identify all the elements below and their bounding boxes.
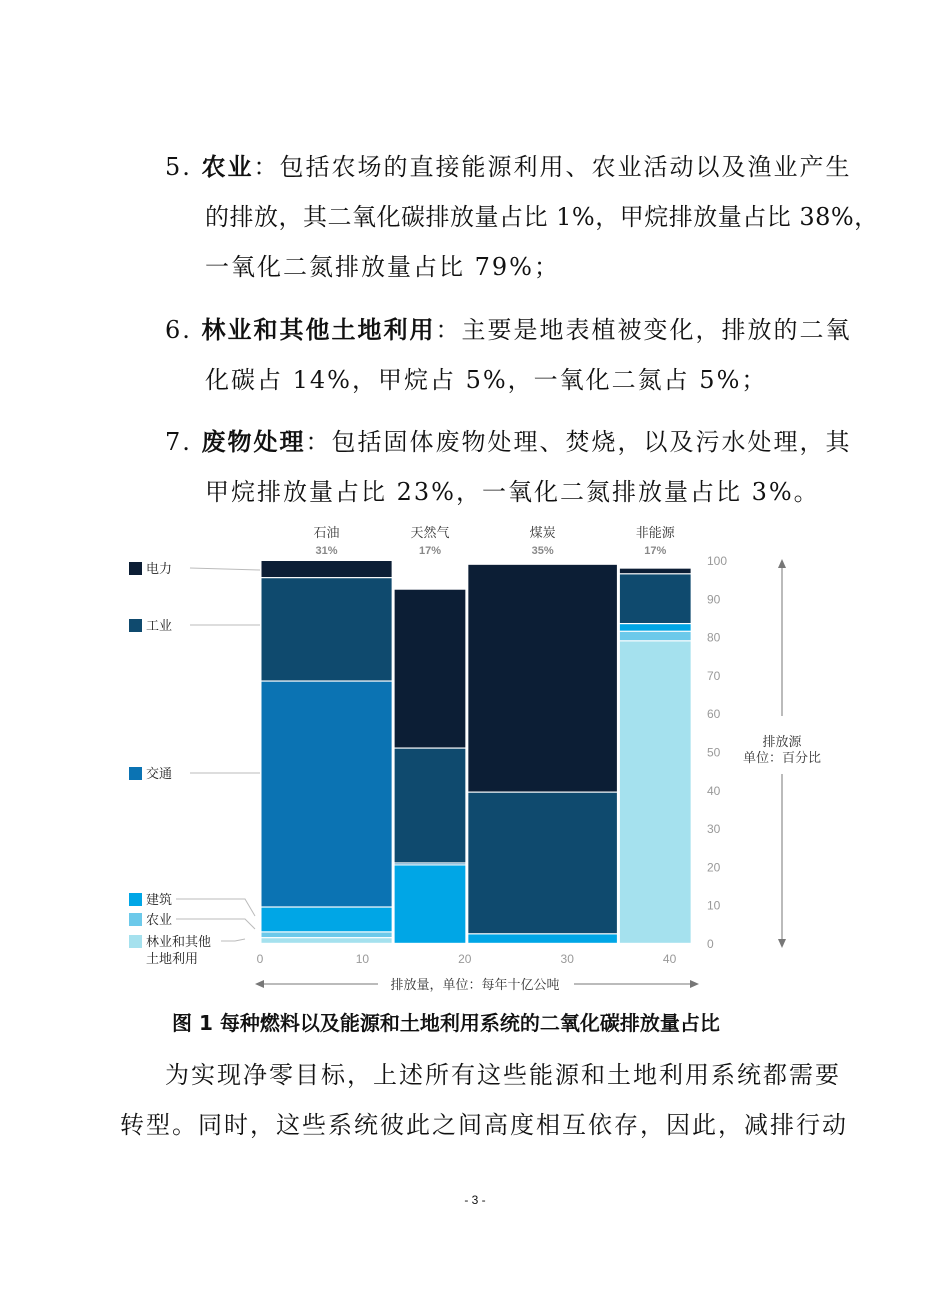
x-tick-label: 30 — [560, 952, 574, 966]
bar-segment — [395, 865, 466, 942]
y-tick-label: 50 — [707, 745, 721, 760]
chart-bars — [262, 561, 691, 943]
x-axis-label: 排放量，单位：每年十亿公吨 — [390, 978, 560, 993]
legend-swatch — [129, 619, 142, 632]
y-tick-label: 70 — [707, 668, 721, 683]
page-number: - 3 - — [464, 1193, 486, 1207]
legend-connector — [190, 568, 260, 570]
y-tick-label: 30 — [707, 822, 721, 837]
item-5-line2: 的排放，其二氧化碳排放量占比 1%，甲烷排放量占比 38%， — [205, 203, 879, 231]
bar-segment — [262, 933, 392, 938]
bar-segment — [262, 908, 392, 932]
item-number: 6. — [165, 316, 192, 344]
bar-segment — [262, 938, 392, 943]
legend-swatch — [129, 935, 142, 948]
bar-segment — [468, 793, 617, 934]
y-tick-label: 60 — [707, 707, 721, 722]
bar-segment — [262, 578, 392, 680]
legend-label: 农业 — [146, 913, 173, 928]
arrow-right-icon — [690, 980, 699, 988]
legend-label: 交通 — [146, 767, 173, 782]
item-term: 农业 — [201, 153, 254, 181]
legend-connector — [221, 939, 245, 941]
arrow-down-icon — [778, 939, 786, 948]
bar-segment — [468, 565, 617, 792]
column-share: 17% — [644, 545, 667, 557]
y-tick-label: 100 — [707, 554, 728, 568]
legend-label: 工业 — [146, 619, 173, 634]
arrow-up-icon — [778, 559, 786, 568]
item-text: 包括农场的直接能源利用、农业活动以及渔业产生 — [279, 153, 852, 181]
bar-segment — [620, 632, 691, 640]
bar-segment — [262, 682, 392, 907]
body-line1: 为实现净零目标，上述所有这些能源和土地利用系统都需要 — [165, 1061, 841, 1089]
bar-segment — [262, 561, 392, 577]
x-tick-label: 20 — [458, 952, 472, 966]
y-axis-label: 排放源 — [762, 735, 802, 750]
column-name: 天然气 — [410, 526, 450, 541]
legend-swatch — [129, 913, 142, 926]
column-headers — [314, 525, 676, 557]
legend-swatch — [129, 893, 142, 906]
y-tick-label: 0 — [707, 937, 714, 951]
bar-segment — [620, 574, 691, 623]
column-share: 35% — [531, 545, 554, 557]
item-number: 5. — [165, 153, 192, 181]
legend-connector — [176, 919, 255, 929]
item-term: 林业和其他土地利用 — [201, 316, 436, 344]
item-7-line1 — [165, 422, 852, 457]
bar-segment — [395, 590, 466, 748]
item-6-line1 — [165, 310, 852, 345]
column-share: 31% — [315, 545, 338, 557]
item-7-line2: 甲烷排放量占比 23%，一氧化二氮排放量占比 3%。 — [205, 478, 820, 506]
bar-segment — [620, 624, 691, 630]
x-tick-label: 40 — [662, 952, 677, 966]
item-term: 废物处理 — [201, 428, 306, 456]
item-text: 包括固体废物处理、焚烧，以及污水处理，其 — [331, 428, 852, 456]
column-name: 非能源 — [635, 526, 675, 541]
legend-label: 林业和其他 — [146, 935, 212, 950]
body-line2: 转型。同时，这些系统彼此之间高度相互依存，因此，减排行动 — [120, 1111, 848, 1139]
y-tick-label: 90 — [707, 592, 721, 607]
item-6-line2: 化碳占 14%，甲烷占 5%，一氧化二氮占 5%； — [205, 366, 768, 394]
legend-connector — [176, 899, 255, 916]
bar-segment — [620, 641, 691, 942]
mekko-chart — [0, 518, 950, 998]
item-colon: ： — [253, 153, 280, 181]
item-5-line1 — [165, 147, 852, 182]
item-text: 主要是地表植被变化，排放的二氧 — [461, 316, 852, 344]
x-tick-label: 10 — [355, 952, 370, 966]
item-colon: ： — [305, 428, 332, 456]
legend-swatch — [129, 562, 142, 575]
bar-segment — [620, 569, 691, 574]
legend-label: 建筑 — [146, 893, 173, 908]
bar-segment — [395, 864, 466, 865]
arrow-left-icon — [255, 980, 264, 988]
y-tick-label: 80 — [707, 630, 721, 645]
item-number: 7. — [165, 428, 192, 456]
column-share: 17% — [418, 545, 441, 557]
item-colon: ： — [435, 316, 462, 344]
legend-label: 电力 — [146, 562, 173, 577]
figure-caption: 图 1 每种燃料以及能源和土地利用系统的二氧化碳排放量占比 — [172, 1011, 720, 1035]
legend-swatch — [129, 767, 142, 780]
legend-label: 土地利用 — [146, 952, 199, 967]
column-name: 煤炭 — [529, 526, 556, 541]
x-tick-label: 0 — [256, 952, 264, 966]
chart-legend — [129, 561, 260, 967]
y-tick-label: 20 — [707, 860, 721, 875]
y-axis-unit: 单位：百分比 — [742, 751, 822, 766]
y-tick-label: 40 — [707, 783, 721, 798]
column-name: 石油 — [313, 526, 340, 541]
bar-segment — [468, 934, 617, 942]
bar-segment — [395, 749, 466, 863]
item-5-line3: 一氧化二氮排放量占比 79%； — [205, 253, 560, 281]
y-tick-label: 10 — [707, 898, 721, 913]
